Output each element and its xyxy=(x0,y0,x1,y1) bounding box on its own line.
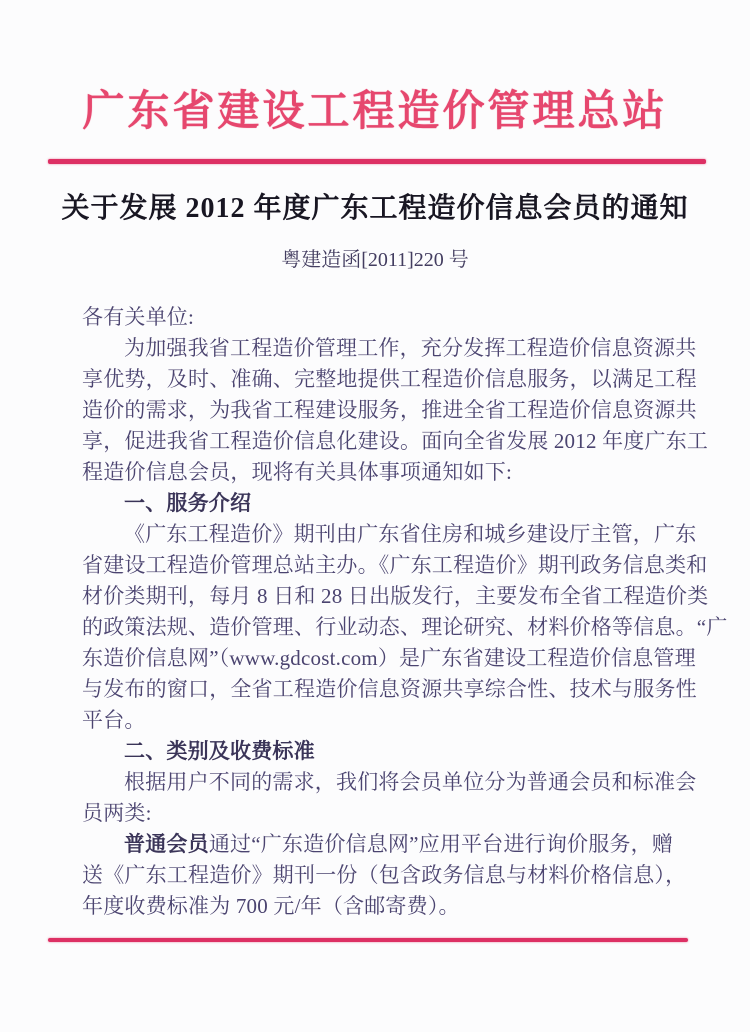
paragraph-intro xyxy=(82,333,709,488)
text-line xyxy=(82,829,674,860)
paragraph-member-categories xyxy=(82,767,697,829)
document-body xyxy=(82,302,728,922)
document-title: 关于发展 2012 年度广东工程造价信息会员的通知 xyxy=(61,193,689,224)
text-line: 平台。 xyxy=(82,708,146,732)
text-line: 省建设工程造价管理总站主办。《广东工程造价》期刊政务信息类和 xyxy=(82,553,708,577)
footer-divider-line xyxy=(48,938,688,942)
text-line: 员两类: xyxy=(82,801,152,825)
text-line: 享优势，及时、准确、完整地提供工程造价信息服务，以满足工程 xyxy=(82,367,697,391)
member-type-label: 普通会员 xyxy=(124,832,209,856)
header-station-name: 广东省建设工程造价管理总站 xyxy=(82,89,668,135)
paragraph-service-description xyxy=(82,519,728,736)
section-heading-service: 一、服务介绍 xyxy=(124,491,252,515)
text-line: 与发布的窗口，全省工程造价信息资源共享综合性、技术与服务性 xyxy=(82,677,697,701)
text-line: 的政策法规、造价管理、行业动态、理论研究、材料价格等信息。“广 xyxy=(82,615,728,639)
text-line: 造价的需求，为我省工程建设服务，推进全省工程造价信息资源共 xyxy=(82,398,697,422)
text-span: 通过“广东造价信息网”应用平台进行询价服务，赠 xyxy=(208,832,674,856)
text-line: 《广东工程造价》期刊由广东省住房和城乡建设厅主管，广东 xyxy=(124,522,697,546)
text-line: 材价类期刊，每月 8 日和 28 日出版发行，主要发布全省工程造价类 xyxy=(82,584,709,608)
header-divider-line xyxy=(48,159,706,164)
text-line: 根据用户不同的需求，我们将会员单位分为普通会员和标准会 xyxy=(124,770,697,794)
text-line: 享，促进我省工程造价信息化建设。面向全省发展 2012 年度广东工 xyxy=(82,429,709,453)
salutation-line: 各有关单位: xyxy=(82,305,195,329)
text-line: 东造价信息网”（www.gdcost.com）是广东省建设工程造价信息管理 xyxy=(82,646,696,670)
text-line: 为加强我省工程造价管理工作，充分发挥工程造价信息资源共 xyxy=(124,336,697,360)
document-number: 粤建造函[2011]220 号 xyxy=(281,249,469,271)
paragraph-ordinary-member xyxy=(82,829,687,922)
text-line: 年度收费标准为 700 元/年（含邮寄费）。 xyxy=(82,894,460,918)
section-heading-categories-fees: 二、类别及收费标准 xyxy=(124,739,315,763)
text-line: 送《广东工程造价》期刊一份（包含政务信息与材料价格信息）， xyxy=(82,863,687,887)
text-line-group xyxy=(82,860,687,922)
text-line: 程造价信息会员，现将有关具体事项通知如下: xyxy=(82,460,513,484)
